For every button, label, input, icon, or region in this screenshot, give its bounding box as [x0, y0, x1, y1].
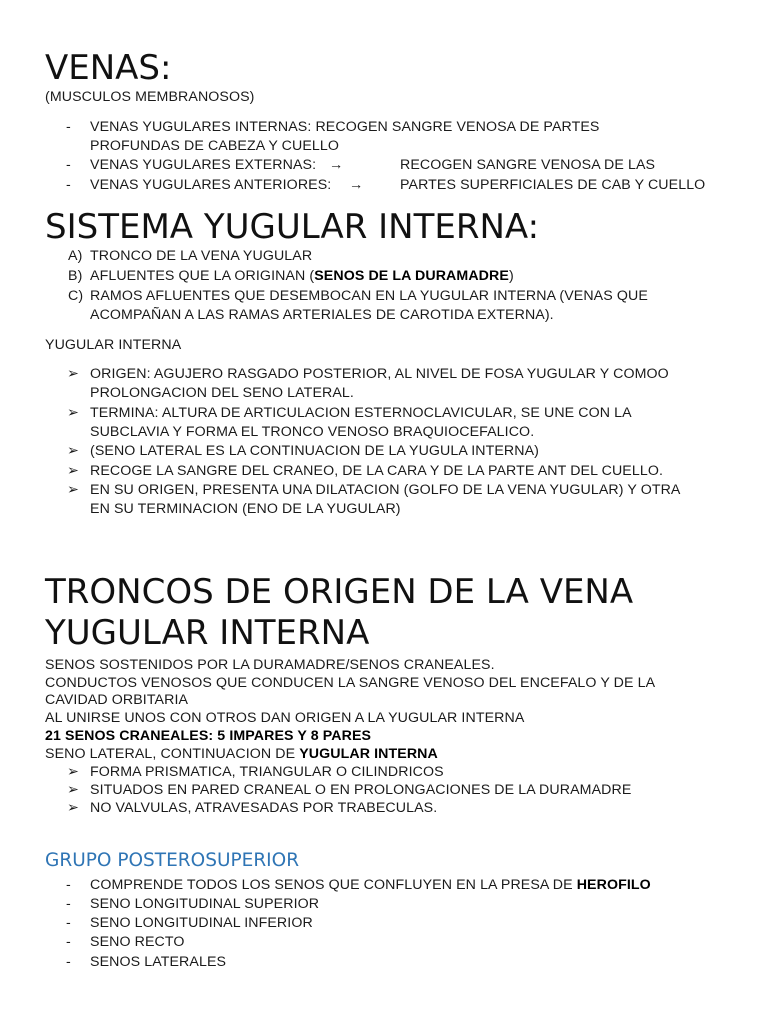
termina-line1: TERMINA: ALTURA DE ARTICULACION ESTERNOCLAVICULAR, SE UNE CON LA [90, 405, 632, 421]
grupo-item1: COMPRENDE TODOS LOS SENOS QUE CONFLUYEN EN LA PRESA DE HEROFILO [90, 877, 651, 893]
recoge-line: RECOGE LA SANGRE DEL CRANEO, DE LA CARA Y DE LA PARTE ANT DEL CUELLO. [90, 463, 664, 479]
sistema-item-b: AFLUENTES QUE LA ORIGINAN (SENOS DE LA DURAMADRE) [90, 268, 514, 284]
troncos-p3: AL UNIRSE UNOS CON OTROS DAN ORIGEN A LA YUGULAR INTERNA [45, 710, 525, 726]
su-origen-line2: EN SU TERMINACION (ENO DE LA YUGULAR) [90, 501, 401, 517]
sistema-item-c-line2: ACOMPAÑAN A LAS RAMAS ARTERIALES DE CAROTIDA EXTERNA). [90, 307, 554, 323]
troncos-p5: SENO LATERAL, CONTINUACION DE YUGULAR INTERNA [45, 746, 438, 762]
venas-item2-right: RECOGEN SANGRE VENOSA DE LAS [400, 157, 656, 173]
troncos-heading-line1: TRONCOS DE ORIGEN DE LA VENA [45, 572, 634, 612]
arrowhead-bullet-icon: ➢ [67, 782, 79, 798]
list-marker-b: B) [68, 268, 83, 284]
origen-line2: PROLONGACION DEL SENO LATERAL. [90, 385, 354, 401]
dash-bullet: - [66, 157, 71, 173]
venas-item1-line1: VENAS YUGULARES INTERNAS: RECOGEN SANGRE VENOSA DE PARTES [90, 119, 600, 135]
venas-subtitle: (MUSCULOS MEMBRANOSOS) [45, 89, 255, 105]
seno-lateral-note: (SENO LATERAL ES LA CONTINUACION DE LA YUGULA INTERNA) [90, 443, 539, 459]
list-marker-a: A) [68, 248, 83, 264]
troncos-p2-line2: CAVIDAD ORBITARIA [45, 692, 189, 708]
arrowhead-bullet-icon: ➢ [67, 764, 79, 780]
venas-item1-line2: PROFUNDAS DE CABEZA Y CUELLO [90, 138, 340, 154]
grupo-item5: SENOS LATERALES [90, 954, 227, 970]
su-origen-line1: EN SU ORIGEN, PRESENTA UNA DILATACION (GOLFO DE LA VENA YUGULAR) Y OTRA [90, 482, 681, 498]
troncos-heading-line2: YUGULAR INTERNA [45, 613, 370, 653]
grupo-item2: SENO LONGITUDINAL SUPERIOR [90, 896, 320, 912]
grupo-heading: GRUPO POSTEROSUPERIOR [45, 850, 300, 871]
termina-line2: SUBCLAVIA Y FORMA EL TRONCO VENOSO BRAQUIOCEFALICO. [90, 424, 535, 440]
venas-item3-right: PARTES SUPERFICIALES DE CAB Y CUELLO [400, 177, 706, 193]
dash-bullet: - [66, 954, 71, 970]
dash-bullet: - [66, 877, 71, 893]
troncos-bullet1: FORMA PRISMATICA, TRIANGULAR O CILINDRICOS [90, 764, 444, 780]
arrowhead-bullet-icon: ➢ [67, 405, 79, 421]
venas-heading: VENAS: [45, 48, 172, 88]
arrowhead-bullet-icon: ➢ [67, 366, 79, 382]
origen-line1: ORIGEN: AGUJERO RASGADO POSTERIOR, AL NIVEL DE FOSA YUGULAR Y COMOO [90, 366, 669, 382]
arrow-right-icon: → [329, 157, 344, 173]
sistema-item-a: TRONCO DE LA VENA YUGULAR [90, 248, 313, 264]
arrowhead-bullet-icon: ➢ [67, 463, 79, 479]
dash-bullet: - [66, 915, 71, 931]
venas-item2-left: VENAS YUGULARES EXTERNAS: [90, 157, 317, 173]
troncos-p4-bold: 21 SENOS CRANEALES: 5 IMPARES Y 8 PARES [45, 728, 372, 744]
venas-item3-left: VENAS YUGULARES ANTERIORES: [90, 177, 332, 193]
sistema-heading: SISTEMA YUGULAR INTERNA: [45, 207, 540, 247]
arrowhead-bullet-icon: ➢ [67, 800, 79, 816]
troncos-p2-line1: CONDUCTOS VENOSOS QUE CONDUCEN LA SANGRE VENOSO DEL ENCEFALO Y DE LA [45, 675, 656, 691]
arrowhead-bullet-icon: ➢ [67, 482, 79, 498]
list-marker-c: C) [68, 288, 84, 304]
troncos-p1: SENOS SOSTENIDOS POR LA DURAMADRE/SENOS CRANEALES. [45, 657, 495, 673]
arrowhead-bullet-icon: ➢ [67, 443, 79, 459]
arrow-right-icon: → [349, 177, 364, 193]
grupo-item3: SENO LONGITUDINAL INFERIOR [90, 915, 313, 931]
dash-bullet: - [66, 896, 71, 912]
troncos-bullet3: NO VALVULAS, ATRAVESADAS POR TRABECULAS. [90, 800, 438, 816]
sistema-item-c-line1: RAMOS AFLUENTES QUE DESEMBOCAN EN LA YUGULAR INTERNA (VENAS QUE [90, 288, 648, 304]
troncos-bullet2: SITUADOS EN PARED CRANEAL O EN PROLONGACIONES DE LA DURAMADRE [90, 782, 632, 798]
dash-bullet: - [66, 934, 71, 950]
dash-bullet: - [66, 177, 71, 193]
dash-bullet: - [66, 119, 71, 135]
yugular-interna-label: YUGULAR INTERNA [45, 337, 182, 353]
grupo-item4: SENO RECTO [90, 934, 185, 950]
